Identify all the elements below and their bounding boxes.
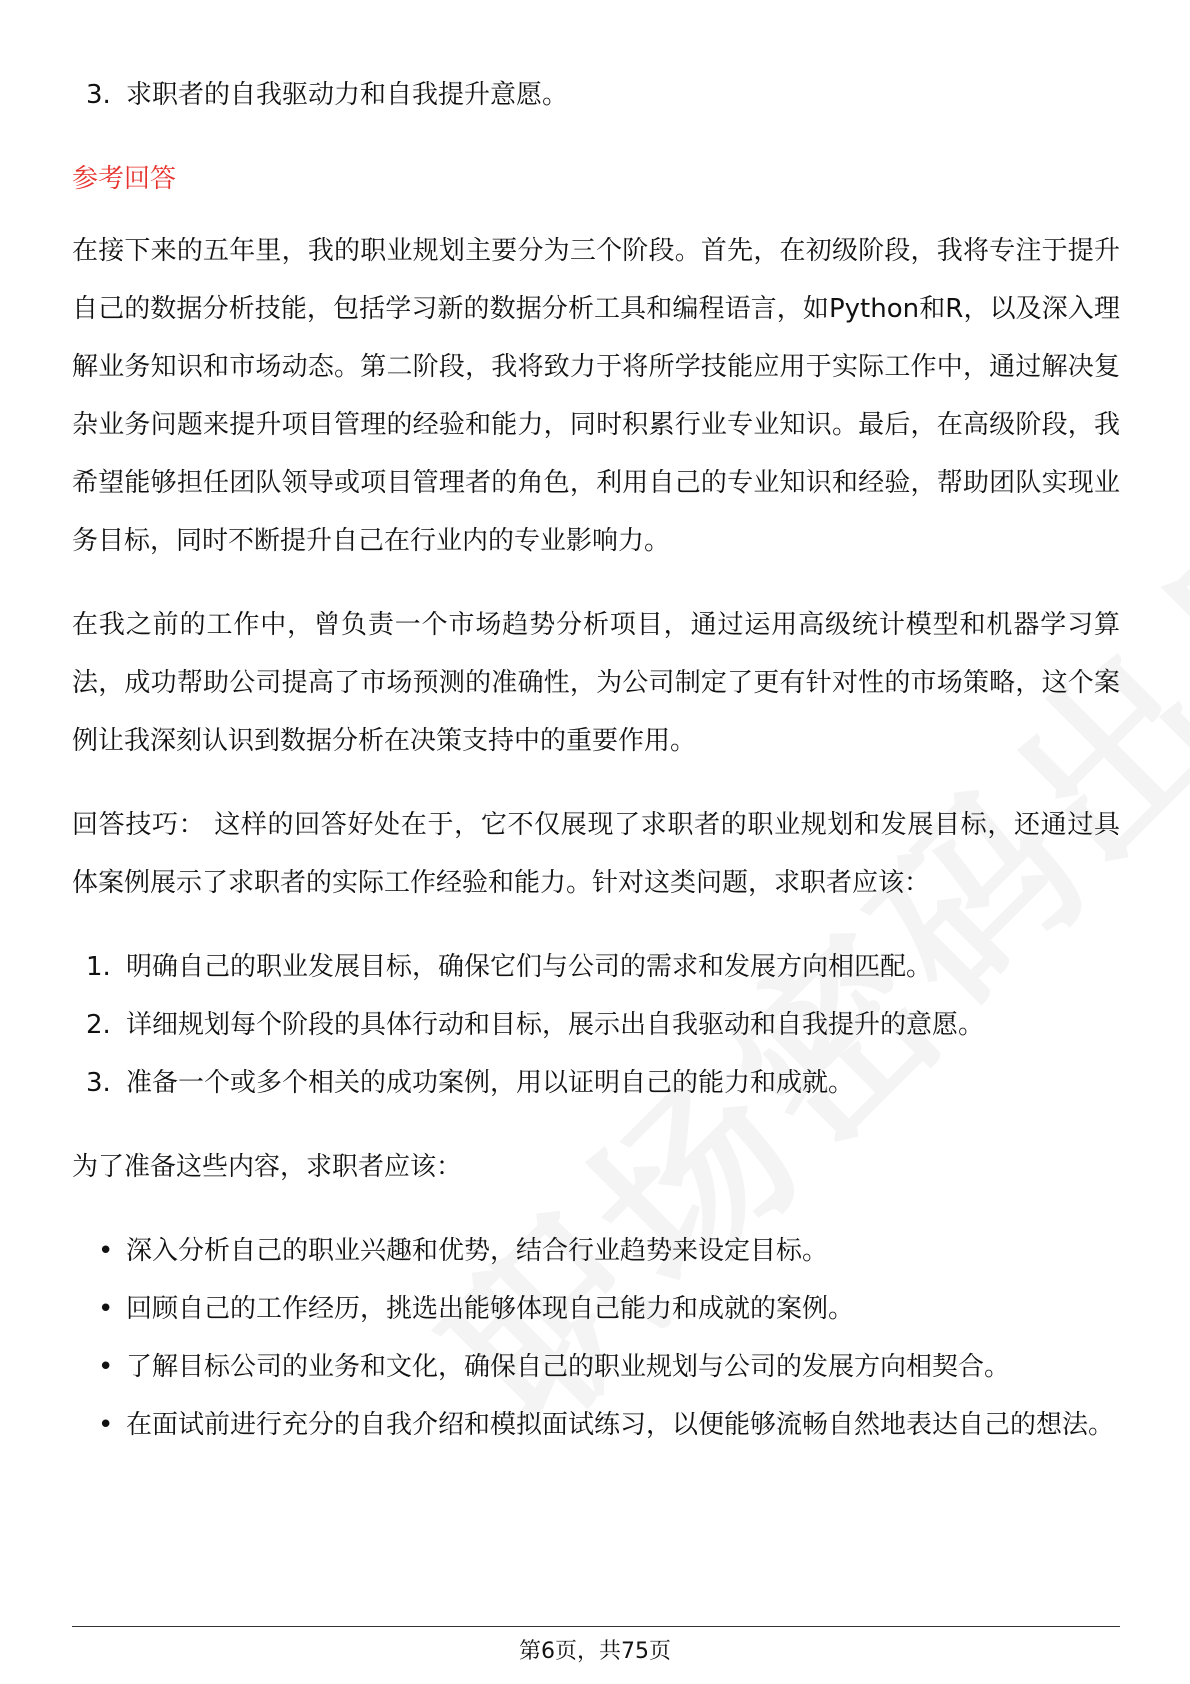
bullet-icon: •	[98, 1294, 114, 1324]
footer-divider	[72, 1626, 1120, 1627]
section-heading: 参考回答	[72, 164, 177, 194]
list-item	[72, 1222, 1120, 1280]
bullet-icon: •	[98, 1410, 114, 1440]
list-item	[72, 996, 1120, 1054]
tips-numbered-list	[72, 938, 1120, 1112]
list-item-text: 回顾自己的工作经历，挑选出能够体现自己能力和成就的案例。	[126, 1294, 855, 1324]
list-item-number: 2.	[86, 1010, 111, 1040]
list-item-number: 1.	[86, 952, 111, 982]
list-item-text: 了解目标公司的业务和文化，确保自己的职业规划与公司的发展方向相契合。	[126, 1352, 1011, 1382]
prep-bullet-list	[72, 1222, 1120, 1454]
top-numbered-list	[72, 66, 1120, 124]
list-item-number: 3.	[86, 80, 111, 110]
list-item-text: 准备一个或多个相关的成功案例，用以证明自己的能力和成就。	[126, 1068, 855, 1098]
list-item	[72, 1280, 1120, 1338]
bullet-icon: •	[98, 1236, 114, 1266]
list-item-text: 在面试前进行充分的自我介绍和模拟面试练习，以便能够流畅自然地表达自己的想法。	[126, 1410, 1115, 1440]
list-item	[72, 1054, 1120, 1112]
list-item	[72, 1338, 1120, 1396]
list-item	[72, 938, 1120, 996]
page-number: 第6页，共75页	[519, 1639, 671, 1664]
list-item-text: 深入分析自己的职业兴趣和优势，结合行业趋势来设定目标。	[126, 1236, 829, 1266]
list-item-text: 详细规划每个阶段的具体行动和目标，展示出自我驱动和自我提升的意愿。	[126, 1010, 985, 1040]
list-item-text: 明确自己的职业发展目标，确保它们与公司的需求和发展方向相匹配。	[126, 952, 933, 982]
list-item	[72, 1396, 1120, 1454]
bullet-icon: •	[98, 1352, 114, 1382]
list-item-number: 3.	[86, 1068, 111, 1098]
tips-paragraph: 回答技巧： 这样的回答好处在于，它不仅展现了求职者的职业规划和发展目标，还通过具体案例展示了求职者的实际工作经验和能力。针对这类问题，求职者应该：	[72, 810, 1120, 898]
list-item	[72, 66, 1120, 124]
answer-paragraph-2: 在我之前的工作中，曾负责一个市场趋势分析项目，通过运用高级统计模型和机器学习算法，成功帮助公司提高了市场预测的准确性，为公司制定了更有针对性的市场策略，这个案例让我深刻认识到数据分析在决策支持中的重要作用。	[72, 610, 1120, 756]
answer-paragraph-1: 在接下来的五年里，我的职业规划主要分为三个阶段。首先，在初级阶段，我将专注于提升自己的数据分析技能，包括学习新的数据分析工具和编程语言，如Python和R，以及深入理解业务知识和市场动态。第二阶段，我将致力于将所学技能应用于实际工作中，通过解决复杂业务问题来提升项目管理的经验和能力，同时积累行业专业知识。最后，在高级阶段，我希望能够担任团队领导或项目管理者的角色，利用自己的专业知识和经验，帮助团队实现业务目标，同时不断提升自己在行业内的专业影响力。	[72, 236, 1120, 556]
page-content	[72, 66, 1120, 1480]
prep-intro: 为了准备这些内容，求职者应该：	[72, 1152, 463, 1182]
list-item-text: 求职者的自我驱动力和自我提升意愿。	[126, 80, 569, 110]
